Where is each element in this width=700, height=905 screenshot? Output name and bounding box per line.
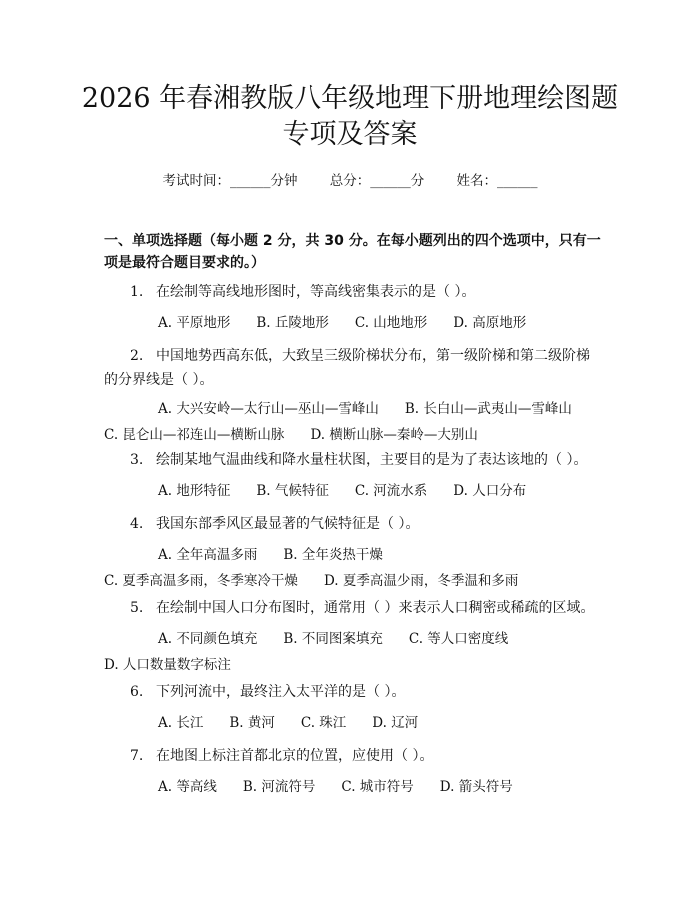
question-number: 1.: [130, 284, 144, 300]
question-stem: 在绘制等高线地形图时，等高线密集表示的是（ ）。: [156, 284, 476, 300]
doc-title-line-2: 专项及答案: [282, 119, 418, 150]
option-d[interactable]: D. 人口分布: [453, 483, 527, 499]
option-d[interactable]: D. 横断山脉—秦岭—大别山: [310, 427, 478, 443]
question-3-options: [104, 478, 600, 504]
question-stem: 下列河流中，最终注入太平洋的是（ ）。: [156, 684, 406, 700]
exam-time-field: 考试时间：______分钟: [162, 173, 298, 189]
option-a[interactable]: A. 地形特征: [158, 483, 231, 499]
option-a[interactable]: A. 等高线: [158, 779, 217, 795]
question-number: 5.: [130, 600, 144, 616]
question-number: 2.: [130, 348, 144, 364]
question-number: 3.: [130, 452, 144, 468]
question-6: [104, 680, 600, 704]
option-a[interactable]: A. 平原地形: [158, 315, 231, 331]
total-score-field: 总分：______分: [329, 173, 425, 189]
option-d[interactable]: D. 夏季高温少雨，冬季温和多雨: [323, 573, 519, 589]
option-c[interactable]: C. 等人口密度线: [408, 631, 509, 647]
option-c[interactable]: C. 城市符号: [341, 779, 414, 795]
option-c[interactable]: C. 山地地形: [354, 315, 428, 331]
option-d[interactable]: D. 箭头符号: [439, 779, 513, 795]
option-b[interactable]: B. 不同图案填充: [283, 631, 383, 647]
option-b[interactable]: B. 河流符号: [242, 779, 316, 795]
question-5: [104, 596, 600, 620]
question-number: 7.: [130, 748, 144, 764]
option-d[interactable]: D. 辽河: [372, 715, 419, 731]
question-stem: 在绘制中国人口分布图时，通常用（ ）来表示人口稠密或稀疏的区域。: [156, 600, 595, 616]
section-title: 一、单项选择题（每小题 2 分，共 30 分。在每小题列出的四个选项中，只有一项是最符合题目要求的。）: [104, 233, 601, 271]
option-b[interactable]: B. 全年炎热干燥: [283, 547, 383, 563]
option-d[interactable]: D. 高原地形: [453, 315, 527, 331]
question-stem: 我国东部季风区最显著的气候特征是（ ）。: [156, 516, 420, 532]
question-7-options: [104, 774, 600, 800]
question-4: [104, 512, 600, 536]
option-b[interactable]: B. 气候特征: [256, 483, 329, 499]
option-b[interactable]: B. 长白山—武夷山—雪峰山: [404, 401, 572, 417]
question-stem: 绘制某地气温曲线和降水量柱状图，主要目的是为了表达该地的（ ）。: [156, 452, 588, 468]
option-a[interactable]: A. 全年高温多雨: [158, 547, 258, 563]
question-1-options: [104, 310, 600, 336]
question-7: [104, 744, 600, 768]
option-a[interactable]: A. 不同颜色填充: [158, 631, 258, 647]
question-2: [104, 344, 600, 392]
question-number: 6.: [130, 684, 144, 700]
doc-title-line-1: 2026 年春湘教版八年级地理下册地理绘图题: [81, 83, 619, 114]
option-c[interactable]: C. 河流水系: [354, 483, 428, 499]
option-b[interactable]: B. 黄河: [229, 715, 275, 731]
question-4-options: [104, 542, 600, 594]
exam-info-row: [0, 169, 700, 189]
option-d[interactable]: D. 人口数量数字标注: [104, 657, 231, 673]
question-stem: 在地图上标注首都北京的位置，应使用（ ）。: [156, 748, 434, 764]
option-a[interactable]: A. 长江: [158, 715, 204, 731]
question-2-options: [104, 396, 600, 448]
question-5-options: [104, 626, 600, 678]
question-stem: 中国地势西高东低，大致呈三级阶梯状分布，第一级阶梯和第二级阶梯的分界线是（ ）。: [104, 348, 590, 388]
question-3: [104, 448, 600, 472]
question-6-options: [104, 710, 600, 736]
option-c[interactable]: C. 珠江: [300, 715, 347, 731]
option-c[interactable]: C. 昆仑山—祁连山—横断山脉: [104, 427, 285, 443]
question-1: [104, 280, 600, 304]
student-name-field: 姓名：______: [456, 173, 538, 189]
question-number: 4.: [130, 516, 144, 532]
option-b[interactable]: B. 丘陵地形: [256, 315, 329, 331]
option-a[interactable]: A. 大兴安岭—太行山—巫山—雪峰山: [158, 401, 379, 417]
option-c[interactable]: C. 夏季高温多雨，冬季寒冷干燥: [104, 573, 298, 589]
